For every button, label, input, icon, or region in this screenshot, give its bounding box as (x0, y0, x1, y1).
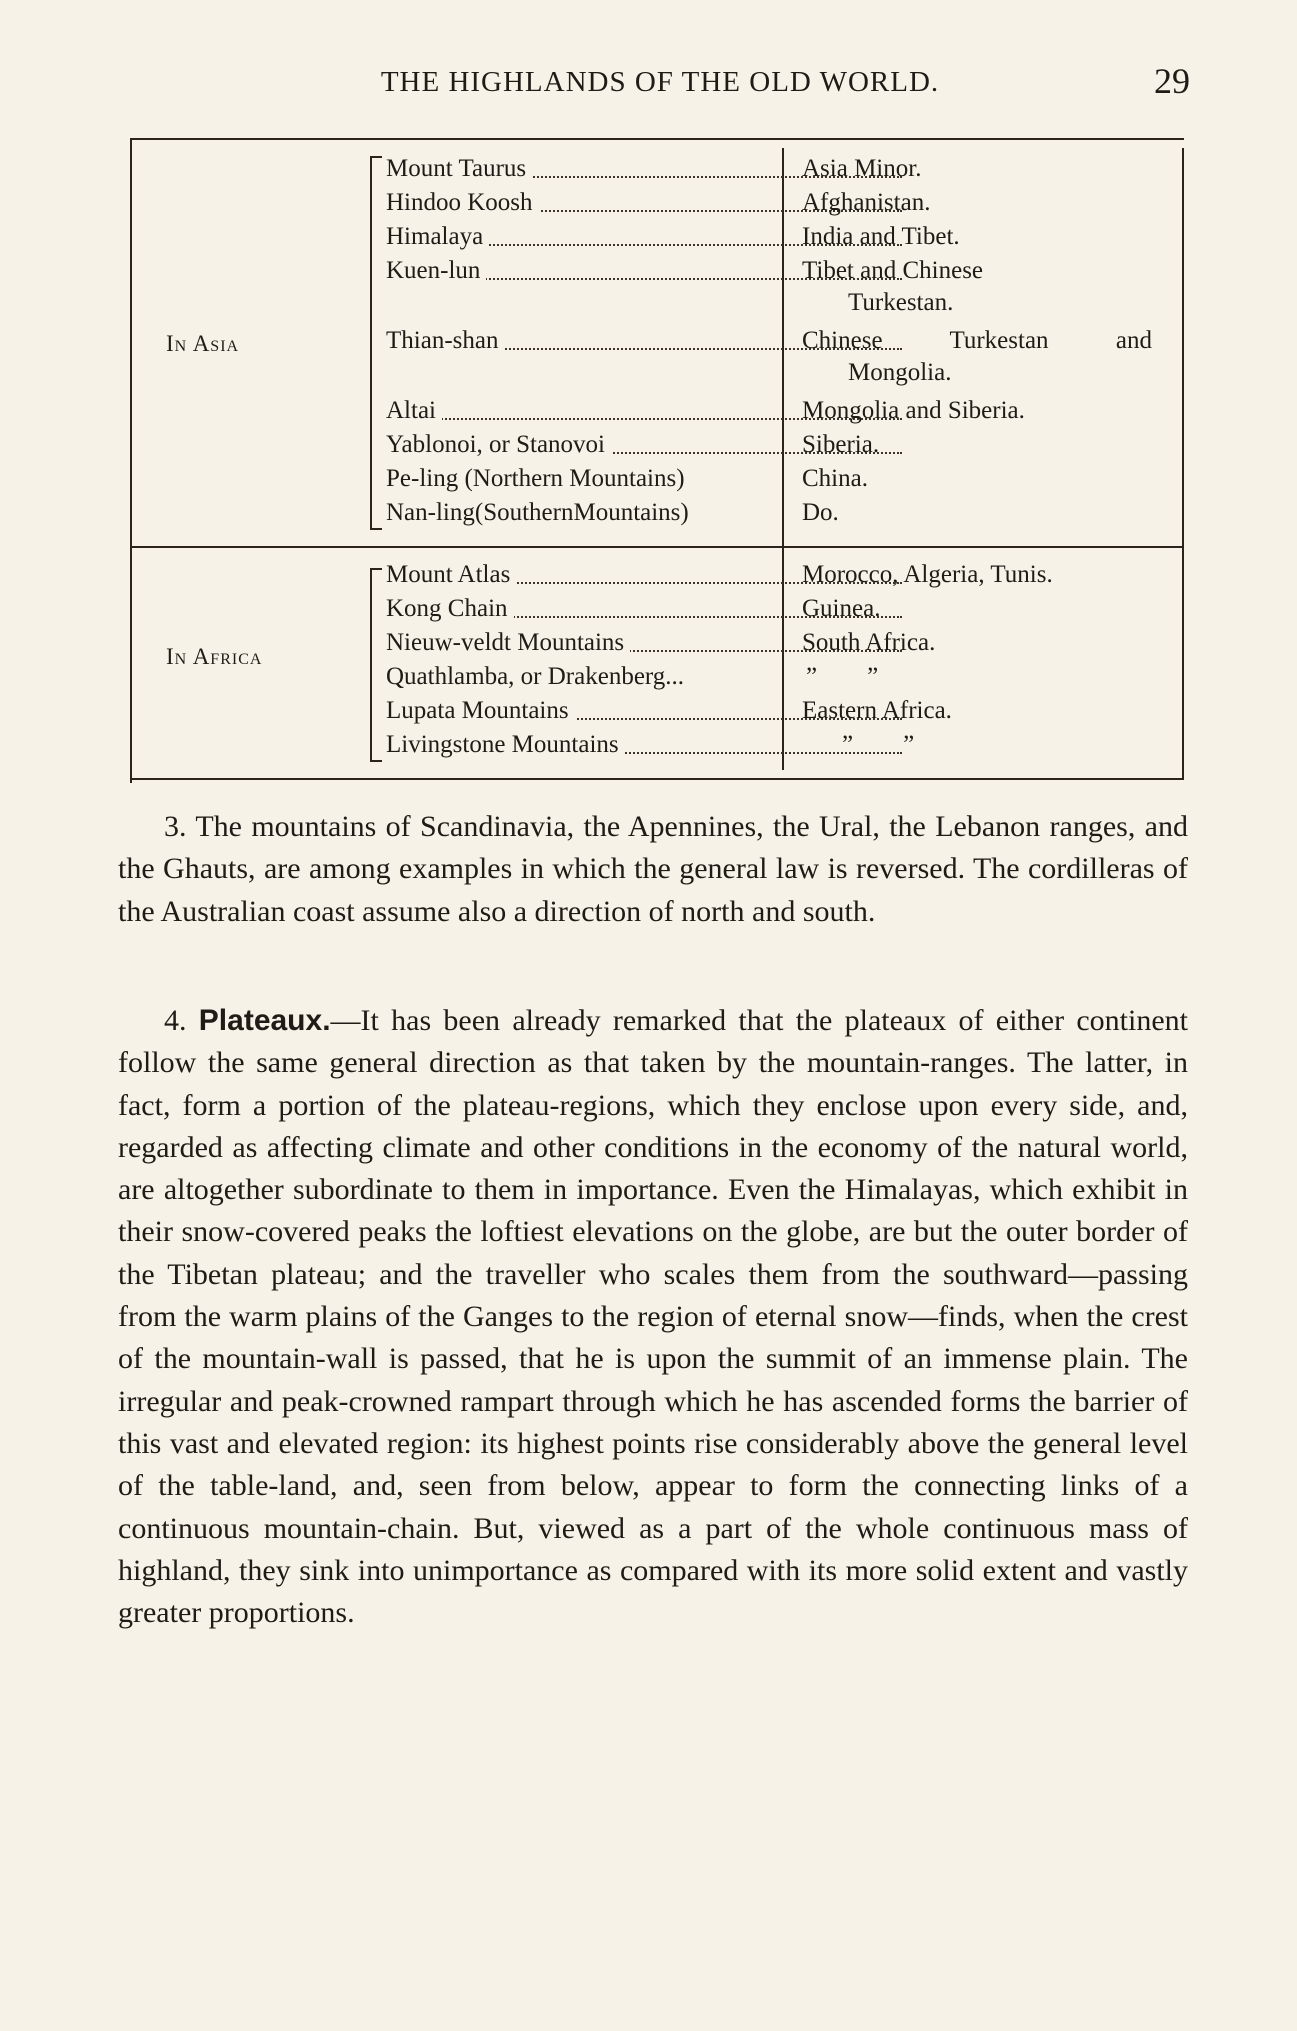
table-section-rule (130, 546, 1184, 548)
mountain-name: Nieuw-veldt Mountains (386, 626, 908, 660)
brace-asia (370, 156, 382, 530)
location: Afghanistan. (802, 189, 931, 216)
location: China. (802, 465, 868, 492)
mountain-name: Mount Atlas (386, 558, 908, 592)
mountain-name: Mount Taurus (386, 152, 908, 186)
running-title: THE HIGHLANDS OF THE OLD WORLD. (380, 66, 940, 98)
table-bottom-rule (130, 778, 1184, 780)
brace-africa (370, 568, 382, 762)
region-label-asia: In Asia (166, 331, 240, 356)
paragraph-text: —It has been already remarked that the plateaux of either continent follow the same general direction as that taken by the mountain-ranges. The latter, in fact, form a portion of the plateau-regions, which they enclose upon every side, and, regarded as affecting climate and other conditions in the economy of the natural world, are altogether subordinate to them in importance. Even the Himalayas, which exhibit in their snow-covered peaks the loftiest elevations on the globe, are but the outer border of the Tibetan plateau; and the traveller who scales them from the southward—passing from the warm plains of the Ganges to the region of eternal snow—finds, when the crest of the mountain-wall is passed, that he is upon the summit of an immense plain. The irregular and peak-crowned rampart through which he has ascended forms the barrier of this vast and elevated region: its highest points rise considerably above the general level of the table-land, and, seen from below, appear to form the connecting links of a continuous mountain-chain. But, viewed as a part of the whole continuous mass of highland, they sink into unimportance as compared with its more solid extent and vastly greater proportions. (118, 1004, 1189, 1630)
mountain-name: Himalaya (386, 220, 908, 254)
mountain-name: Yablonoi, or Stanovoi (386, 428, 908, 462)
location: ” ” (806, 663, 879, 690)
location: Eastern Africa. (802, 697, 952, 724)
location: South Africa. (802, 629, 936, 656)
location: Mongolia and Siberia. (802, 397, 1025, 424)
location: Chinese Turkestan and (802, 327, 1152, 354)
mountain-name: Kong Chain (386, 592, 908, 626)
mountain-name: Altai (386, 394, 908, 428)
mountain-name: Quathlamba, or Drakenberg... (386, 660, 908, 694)
location: Tibet and Chinese (802, 257, 984, 284)
paragraph-3 (118, 806, 1188, 933)
location: Do. (802, 499, 839, 526)
paragraph-heading: Plateaux. (198, 1004, 331, 1037)
location-continued: Turkestan. (848, 289, 954, 316)
table-top-rule (130, 138, 1184, 140)
page-number: 29 (1154, 61, 1190, 101)
table-left-rule (130, 138, 132, 783)
region-label-africa: In Africa (166, 644, 263, 669)
mountain-name: Thian-shan (386, 324, 908, 358)
location: ” ” (842, 731, 915, 758)
location-continued: Mongolia. (848, 359, 952, 386)
location: Morocco, Algeria, Tunis. (802, 561, 1053, 588)
mountain-name: Pe-ling (Northern Mountains) (386, 462, 908, 496)
running-head (130, 60, 1190, 110)
paragraph-number: 4. (164, 1004, 187, 1037)
location: Asia Minor. (802, 155, 922, 182)
location: India and Tibet. (802, 223, 960, 250)
location: Guinea. (802, 595, 881, 622)
paragraph-number: 3. (164, 810, 187, 843)
mountain-name: Nan-ling(SouthernMountains) (386, 496, 908, 530)
mountain-name: Lupata Mountains (386, 694, 908, 728)
mountain-table (130, 138, 1186, 786)
paragraph-text: The mountains of Scandinavia, the Apennines, the Ural, the Lebanon ranges, and the Ghauts, are among examples in which the general law is reversed. The cordilleras of the Australian coast assume also a direction of north and south. (118, 810, 1188, 928)
paragraph-4 (118, 1000, 1188, 1634)
mountain-name: Hindoo Koosh (386, 186, 908, 220)
location: Siberia. (802, 431, 880, 458)
mountain-name: Livingstone Mountains (386, 728, 908, 762)
mountain-name: Kuen-lun (386, 254, 908, 288)
